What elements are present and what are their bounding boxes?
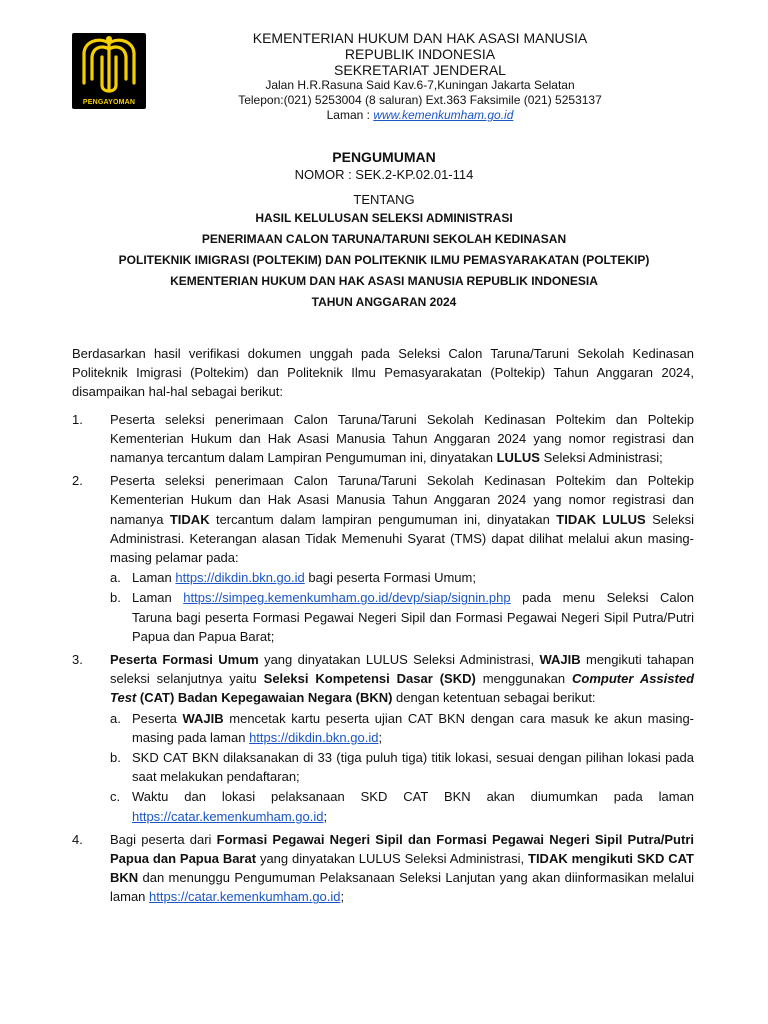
sub-text-part: Laman [132,570,176,586]
item-bold-text: WAJIB [539,652,581,668]
intro-paragraph: Berdasarkan hasil verifikasi dokumen unggah pada Seleksi Calon Taruna/Taruni Sekolah Kedinasan Politeknik Imigrasi (Poltekim) dan Politeknik Ilmu Pemasyarakatan (Poltekip) Tahun Anggaran 2024, disampaikan hal-hal sebagai berikut: [72,346,694,400]
sub-text [132,709,694,747]
item-text: Peserta seleksi penerimaan Calon Taruna/Taruni Sekolah Kedinasan Poltekim dan Poltekip Kementerian Hukum dan Hak Asasi Manusia Tahun Anggaran 2024 yang nomor registrasi dan namanya tercantum dalam Lampiran Pengumuman ini, dinyatakan [110,411,694,466]
sub-text [132,787,694,825]
announcement-body [72,344,694,911]
sub-text-part: mencetak kartu peserta ujian CAT BKN dengan cara masuk ke akun masing-masing pada laman [132,710,695,745]
sub-text-part: ; [323,808,328,824]
item-bold-text: (CAT) Badan Kepegawaian Negara (BKN) [136,690,393,706]
item-number: 2. [72,473,83,489]
item-text: tercantum dalam lampiran pengumuman ini, dinyatakan [209,511,557,527]
phone: Telepon:(021) 5253004 (8 saluran) Ext.363 Faksimile (021) 5253137 [238,93,602,107]
secretariat-name: SEKRETARIAT JENDERAL [334,62,506,78]
item-bold-text: Seleksi Kompetensi Dasar (SKD) [263,671,476,687]
announcement-title-block [0,148,768,313]
sub-text: SKD CAT BKN dilaksanakan di 33 (tiga puluh tiga) titik lokasi, sesuai dengan pilihan lokasi pada saat melakukan pendaftaran; [132,750,694,785]
address: Jalan H.R.Rasuna Said Kav.6-7,Kuningan Jakarta Selatan [265,78,575,92]
sub-item-a [110,709,694,747]
item-text: Bagi peserta dari [110,831,217,847]
sub-text-part: ; [378,729,383,745]
sub-letter: a. [110,710,121,726]
sub-letter: c. [110,789,121,805]
simpeg-link[interactable]: https://simpeg.kemenkumham.go.id/devp/siap/signin.php [183,590,511,606]
item-text: dengan ketentuan sebagai berikut: [392,690,596,706]
sub-text [132,588,694,646]
list-item-3 [72,650,694,826]
item-text: yang dinyatakan LULUS Seleksi Administrasi, [256,851,528,867]
item-content [110,830,694,907]
subject-line: KEMENTERIAN HUKUM DAN HAK ASASI MANUSIA REPUBLIK INDONESIA [170,274,598,288]
sub-letter: b. [110,750,121,766]
sub-item-c [110,787,694,825]
sub-text-part: Waktu dan lokasi pelaksanaan SKD CAT BKN akan diumumkan pada laman [132,789,694,805]
announcement-number: NOMOR : SEK.2-KP.02.01-114 [294,167,474,182]
sub-text-part: Laman [132,590,184,606]
item-bold-text: TIDAK [169,511,210,527]
item-content [110,410,694,468]
catar-link[interactable]: https://catar.kemenkumham.go.id [149,889,341,905]
list-item-2 [72,471,694,646]
website-link[interactable]: www.kemenkumham.go.id [373,108,514,122]
website-line [150,108,690,123]
dikdin-link[interactable]: https://dikdin.bkn.go.id [249,729,379,745]
sub-text [132,568,694,587]
item-bold-text: Peserta Formasi Umum [110,652,259,668]
item-content [110,471,694,646]
sub-text-part: pada menu Seleksi Calon Taruna bagi peserta Formasi Pegawai Negeri Sipil dan Formasi Pegawai Negeri Sipil Putra/Putri Papua dan Papua Barat; [132,590,694,644]
item-text: menggunakan [475,671,573,687]
item-bold-text: TIDAK mengikuti SKD CAT BKN [110,851,694,886]
item-number: 4. [72,831,83,847]
sub-item-b [110,588,694,646]
item-text: Seleksi Administrasi; [539,450,663,466]
item-bold-italic-text: Computer Assisted Test [110,671,695,706]
sub-letter: a. [110,570,121,586]
sub-text-part: bagi peserta Formasi Umum; [304,570,476,586]
sub-text-part: Peserta [132,710,183,726]
subject-line: PENERIMAAN CALON TARUNA/TARUNI SEKOLAH KEDINASAN [201,232,567,246]
country-name: REPUBLIK INDONESIA [344,46,496,62]
subject-line: HASIL KELULUSAN SELEKSI ADMINISTRASI [255,211,513,225]
item-text: ; [340,889,345,905]
sub-bold-text: WAJIB [182,710,224,726]
catar-link[interactable]: https://catar.kemenkumham.go.id [132,808,324,824]
list-item-4 [72,830,694,907]
item-text: mengikuti tahapan seleksi selanjutnya yaitu [110,652,694,687]
website-label: Laman : [326,108,374,122]
sub-letter: b. [110,590,121,606]
subject-line: TAHUN ANGGARAN 2024 [311,295,457,309]
item-bold-text: TIDAK LULUS [556,511,646,527]
letterhead [150,30,690,123]
item-number: 1. [72,411,83,427]
sub-item-a [110,568,694,587]
pengayoman-tree-icon [72,33,146,99]
item-text: Peserta seleksi penerimaan Calon Taruna/Taruni Sekolah Kedinasan Poltekim dan Poltekip Kementerian Hukum dan Hak Asasi Manusia Tahun Anggaran 2024 yang nomor registrasi dan namanya [110,473,694,527]
about-label: TENTANG [353,192,415,207]
ministry-name: KEMENTERIAN HUKUM DAN HAK ASASI MANUSIA [252,30,588,46]
item-number: 3. [72,652,83,668]
item-content [110,650,694,826]
list-item-1 [72,410,694,468]
item-text: yang dinyatakan LULUS Seleksi Administrasi, [258,652,540,668]
subject-line: POLITEKNIK IMIGRASI (POLTEKIM) DAN POLITEKNIK ILMU PEMASYARAKATAN (POLTEKIP) [118,253,650,267]
item-bold-text: LULUS [496,450,540,466]
announcement-heading: PENGUMUMAN [332,149,436,165]
ministry-logo [72,33,146,109]
item-text: Seleksi Administrasi. Keterangan alasan Tidak Memenuhi Syarat (TMS) dapat dilihat melalui akun masing-masing pelamar pada: [110,511,695,566]
item-text: dan menunggu Pengumuman Pelaksanaan Seleksi Lanjutan yang akan diinformasikan melalui laman [110,870,694,905]
logo-label: PENGAYOMAN [82,99,136,106]
sub-item-b [110,748,694,786]
item-bold-text: Formasi Pegawai Negeri Sipil dan Formasi Pegawai Negeri Sipil Putra/Putri Papua dan Papua Barat [110,831,694,867]
dikdin-link[interactable]: https://dikdin.bkn.go.id [175,570,305,586]
